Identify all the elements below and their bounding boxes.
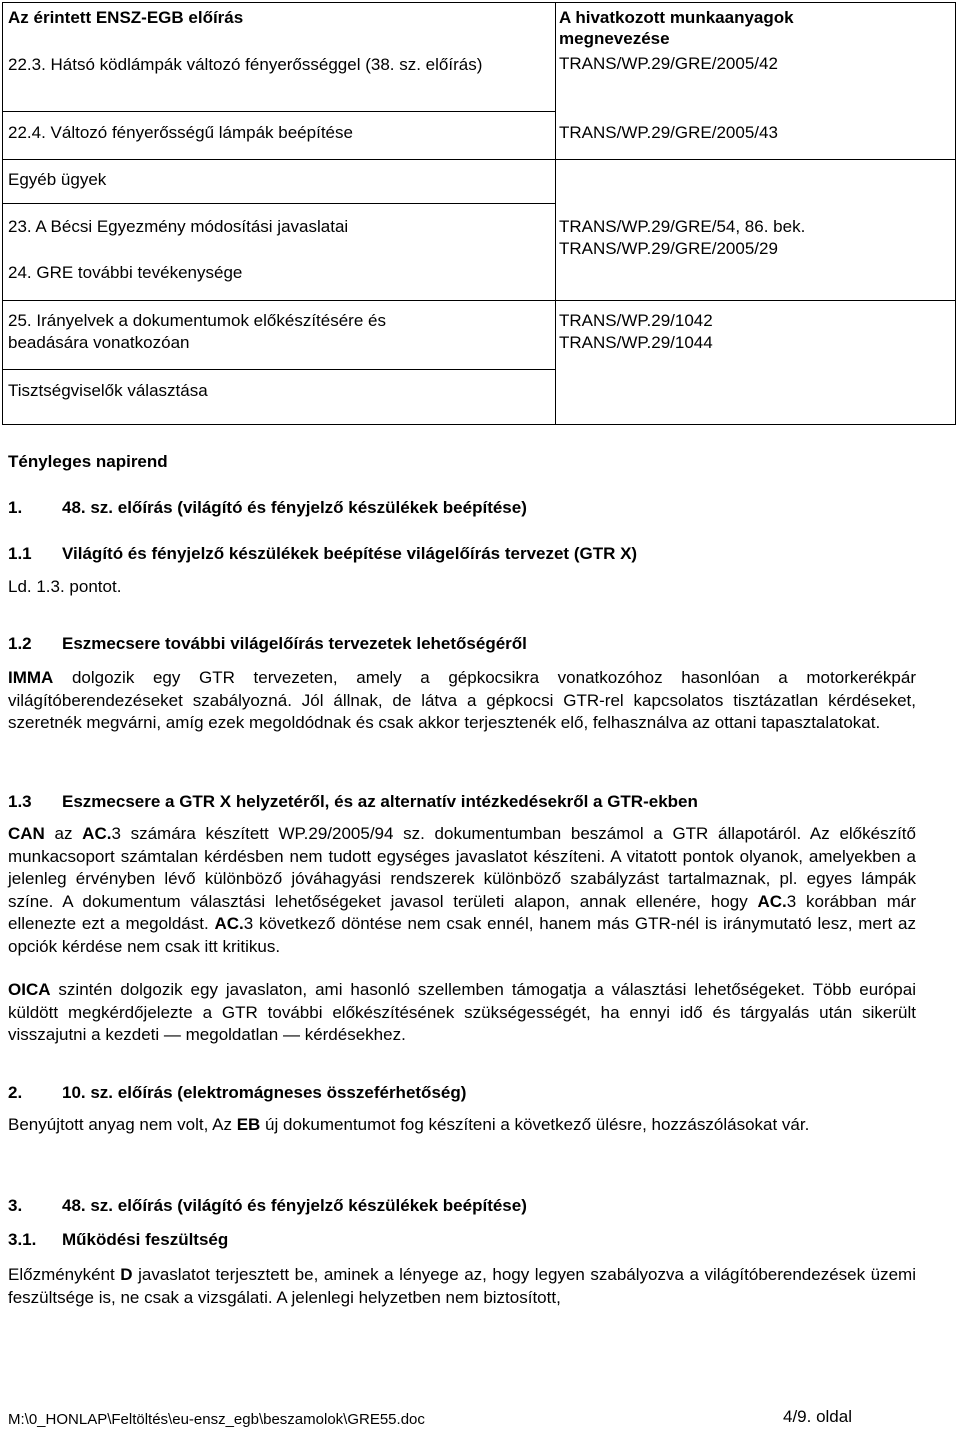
paragraph-text: 3 korábban már ellenezte ezt a megoldást. — [8, 891, 916, 933]
table-row-23-label: 23. A Bécsi Egyezmény módosítási javaslatai — [8, 217, 349, 236]
table-header-right: A hivatkozott munkaanyagok megnevezése — [559, 8, 794, 48]
table-row-tisztsegviselok-label: Tisztségviselők választása — [8, 381, 208, 400]
org-name: CAN — [8, 824, 45, 843]
section-number: 1.3 — [8, 792, 32, 811]
table-row-23-ref-2: TRANS/WP.29/GRE/2005/29 — [559, 239, 778, 258]
paragraph-text: Benyújtott anyag nem volt, Az — [8, 1115, 237, 1134]
country-code: D — [120, 1265, 133, 1284]
table-row-divider — [3, 300, 955, 301]
table-row-22-3-ref: TRANS/WP.29/GRE/2005/42 — [559, 54, 778, 73]
paragraph-text: az — [44, 824, 83, 843]
table-row-25-label-1: 25. Irányelvek a dokumentumok előkészítésére és — [8, 311, 386, 330]
agenda-title: Tényleges napirend — [8, 452, 168, 471]
table-row-24-label: 24. GRE további tevékenysége — [8, 263, 243, 282]
section-1-2-paragraph — [8, 667, 916, 735]
paragraph-text: új dokumentumot fog készíteni a következő ülésre, hozzászólásokat vár. — [260, 1115, 810, 1134]
footer-file-path: M:\0_HONLAP\Feltöltés\eu-ensz_egb\beszamolok\GRE55.doc — [8, 1411, 425, 1428]
table-row-23-ref-1: TRANS/WP.29/GRE/54, 86. bek. — [559, 217, 806, 236]
section-1-3-paragraph-2 — [8, 979, 916, 1047]
paragraph-text: 3 következő döntése nem csak ennél, hanem más GTR-nél is iránymutató lesz, mert az opciók kérdése nem csak itt kritikus. — [8, 914, 916, 956]
table-row-22-4-label: 22.4. Változó fényerősségű lámpák beépítése — [8, 123, 353, 142]
paragraph-text: dolgozik egy GTR tervezeten, amely a gépkocsikra vonatkozóhoz hasonlóan a motorkerékpár világítóberendezéseket szabályozná. Jól állnak, de látva a gépkocsi GTR-rel kapcsolatos tisztázatlan kérdéseket, szeretnék megvárni, amíg ezek megoldódnak és csak akkor terjesztenék elő, felhasználva az ottani tapasztalatokat. — [8, 668, 916, 732]
section-1-2-heading — [8, 633, 527, 655]
section-1-1-text: Ld. 1.3. pontot. — [8, 577, 122, 596]
section-number: 2. — [8, 1083, 23, 1102]
section-title: Világító és fényjelző készülékek beépítése világelőírás tervezet (GTR X) — [62, 544, 638, 563]
table-row-egyeb-label: Egyéb ügyek — [8, 170, 107, 189]
table-row-divider — [3, 369, 555, 370]
table-row-25-label-2: beadására vonatkozóan — [8, 333, 190, 352]
org-name: OICA — [8, 980, 51, 999]
section-3-heading — [8, 1195, 527, 1217]
table-row-divider — [3, 203, 555, 204]
table-header-left: Az érintett ENSZ-EGB előírás — [8, 8, 244, 27]
section-number: 3. — [8, 1196, 23, 1215]
section-number: 1.1 — [8, 544, 32, 563]
section-number: 3.1. — [8, 1230, 37, 1249]
footer-page-number: 4/9. oldal — [783, 1407, 852, 1426]
section-2-paragraph — [8, 1114, 888, 1137]
paragraph-text: Előzményként — [8, 1265, 121, 1284]
section-1-1-heading — [8, 543, 637, 565]
table-row-divider — [3, 159, 955, 160]
org-name: AC. — [757, 891, 787, 911]
org-name: IMMA — [8, 668, 54, 687]
section-title: Eszmecsere további világelőírás tervezetek lehetőségéről — [62, 634, 527, 653]
table-row-divider — [3, 111, 555, 112]
table-row-25-ref-2: TRANS/WP.29/1044 — [559, 333, 713, 352]
org-name: AC. — [214, 914, 244, 933]
section-3-1-paragraph — [8, 1264, 916, 1309]
section-title: 48. sz. előírás (világító és fényjelző készülékek beépítése) — [62, 1196, 527, 1215]
section-title: 48. sz. előírás (világító és fényjelző készülékek beépítése) — [62, 498, 527, 517]
section-1-3-paragraph-1 — [8, 823, 916, 958]
section-1-3-heading — [8, 791, 698, 813]
section-title: Eszmecsere a GTR X helyzetéről, és az alternatív intézkedésekről a GTR-ekben — [62, 792, 698, 811]
section-2-heading — [8, 1082, 466, 1104]
org-name: EB — [236, 1115, 261, 1134]
paragraph-text: javaslatot terjesztett be, aminek a lényege az, hogy legyen szabályozva a világítóberendezések üzemi feszültsége is, ne csak a vizsgálati. A jelenlegi helyzetben nem biztosított, — [8, 1265, 916, 1307]
paragraph-text: szintén dolgozik egy javaslaton, ami hasonló szellemben támogatja a választási lehetőségeket. Több európai küldött megkérdőjelezte a GTR további előkészítésének szükségességét, ha ennyi idő és tárgyalás után sikerült visszajutni a kezdeti — megoldatlan — kérdésekhez. — [8, 980, 916, 1044]
section-number: 1. — [8, 498, 23, 517]
table-column-divider — [555, 3, 556, 424]
table-row-22-4-ref: TRANS/WP.29/GRE/2005/43 — [559, 123, 778, 142]
paragraph-text: 3 számára készített WP.29/2005/94 sz. dokumentumban beszámol a GTR állapotáról. Az előkészítő munkacsoport számtalan kérdésben nem tudott egységes javaslatot készíteni. A vitatott pontok olyanok, amelyekben a jelenleg érvényben lévő különböző jóváhagyási rendszerek különböző szabályzást tartalmaznak, pl. egyes lámpák színe. A dokumentum választási lehetőségeket javasol területi alapon, annak ellenére, hogy — [8, 824, 916, 911]
section-title: 10. sz. előírás (elektromágneses összeférhetőség) — [62, 1083, 467, 1102]
table-row-22-3-label: 22.3. Hátsó ködlámpák változó fényerősséggel (38. sz. előírás) — [8, 55, 483, 74]
section-3-1-heading — [8, 1229, 228, 1251]
table-row-25-ref-1: TRANS/WP.29/1042 — [559, 311, 713, 330]
org-name: AC. — [82, 824, 112, 843]
section-number: 1.2 — [8, 634, 32, 653]
section-title: Működési feszültség — [62, 1230, 229, 1249]
section-1-heading — [8, 497, 527, 519]
